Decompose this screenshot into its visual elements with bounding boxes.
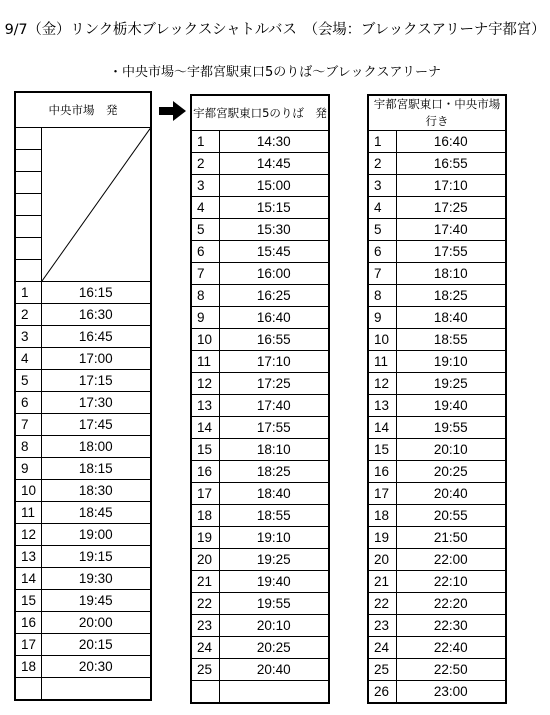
table-row bbox=[15, 304, 151, 326]
departure-time: 20:15 bbox=[41, 634, 151, 656]
departure-time: 17:10 bbox=[396, 175, 506, 197]
trip-number: 16 bbox=[15, 612, 41, 634]
trip-number: 25 bbox=[368, 659, 396, 681]
departure-time: 19:10 bbox=[219, 527, 329, 549]
diagonal-line bbox=[42, 128, 151, 281]
trip-number: 22 bbox=[191, 593, 219, 615]
table-row bbox=[368, 263, 506, 285]
table-row bbox=[191, 571, 329, 593]
departure-time: 16:00 bbox=[219, 263, 329, 285]
departure-time: 17:40 bbox=[219, 395, 329, 417]
table-row bbox=[15, 282, 151, 304]
trip-number: 9 bbox=[368, 307, 396, 329]
table-row bbox=[368, 439, 506, 461]
departure-time: 18:25 bbox=[219, 461, 329, 483]
blank-cell bbox=[15, 238, 41, 260]
table-row bbox=[191, 615, 329, 637]
blank-row bbox=[191, 681, 329, 704]
table-row bbox=[368, 637, 506, 659]
table-row bbox=[15, 612, 151, 634]
table-row bbox=[368, 505, 506, 527]
table-row bbox=[191, 307, 329, 329]
trip-number: 12 bbox=[191, 373, 219, 395]
departure-time: 17:30 bbox=[41, 392, 151, 414]
table-row bbox=[191, 351, 329, 373]
departure-time: 17:10 bbox=[219, 351, 329, 373]
blank-cell bbox=[219, 681, 329, 704]
trip-number: 16 bbox=[368, 461, 396, 483]
timetable-utsunomiya-east bbox=[190, 94, 330, 704]
departure-time: 21:50 bbox=[396, 527, 506, 549]
departure-time: 18:55 bbox=[219, 505, 329, 527]
blank-cell bbox=[15, 194, 41, 216]
departure-time: 18:40 bbox=[396, 307, 506, 329]
table-header-return-line1: 宇都宮駅東口・中央市場 bbox=[373, 97, 501, 111]
trip-number: 17 bbox=[191, 483, 219, 505]
table-row bbox=[368, 241, 506, 263]
blank-cell bbox=[15, 260, 41, 282]
table-header-utsunomiya-east: 宇都宮駅東口5のりば 発 bbox=[191, 95, 329, 131]
trip-number: 2 bbox=[368, 153, 396, 175]
departure-time: 14:30 bbox=[219, 131, 329, 153]
trip-number: 23 bbox=[368, 615, 396, 637]
trip-number: 15 bbox=[191, 439, 219, 461]
trip-number: 24 bbox=[191, 637, 219, 659]
table-row bbox=[191, 439, 329, 461]
trip-number: 4 bbox=[191, 197, 219, 219]
trip-number: 2 bbox=[191, 153, 219, 175]
blank-cell bbox=[41, 678, 151, 701]
table-row bbox=[368, 549, 506, 571]
table-row bbox=[368, 483, 506, 505]
table-row bbox=[368, 175, 506, 197]
trip-number: 12 bbox=[368, 373, 396, 395]
trip-number: 7 bbox=[15, 414, 41, 436]
departure-time: 19:25 bbox=[396, 373, 506, 395]
table-row bbox=[15, 502, 151, 524]
trip-number: 22 bbox=[368, 593, 396, 615]
departure-time: 18:10 bbox=[219, 439, 329, 461]
trip-number: 18 bbox=[368, 505, 396, 527]
departure-time: 17:55 bbox=[219, 417, 329, 439]
trip-number: 2 bbox=[15, 304, 41, 326]
table-row bbox=[15, 480, 151, 502]
table-row bbox=[191, 395, 329, 417]
departure-time: 22:40 bbox=[396, 637, 506, 659]
trip-number: 3 bbox=[15, 326, 41, 348]
blank-row bbox=[15, 678, 151, 701]
departure-time: 18:25 bbox=[396, 285, 506, 307]
departure-time: 17:40 bbox=[396, 219, 506, 241]
departure-time: 16:30 bbox=[41, 304, 151, 326]
table-row bbox=[15, 436, 151, 458]
departure-time: 16:15 bbox=[41, 282, 151, 304]
blank-cell bbox=[15, 678, 41, 701]
table-row bbox=[368, 417, 506, 439]
blank-cell bbox=[15, 150, 41, 172]
trip-number: 20 bbox=[191, 549, 219, 571]
trip-number: 5 bbox=[191, 219, 219, 241]
trip-number: 19 bbox=[368, 527, 396, 549]
trip-number: 17 bbox=[368, 483, 396, 505]
departure-time: 16:40 bbox=[396, 131, 506, 153]
trip-number: 11 bbox=[191, 351, 219, 373]
trip-number: 13 bbox=[191, 395, 219, 417]
trip-number: 6 bbox=[15, 392, 41, 414]
departure-time: 19:40 bbox=[219, 571, 329, 593]
departure-time: 22:50 bbox=[396, 659, 506, 681]
table-header-return-line2: 行き bbox=[425, 114, 449, 128]
trip-number: 7 bbox=[368, 263, 396, 285]
departure-time: 19:30 bbox=[41, 568, 151, 590]
departure-time: 20:25 bbox=[396, 461, 506, 483]
departure-time: 15:15 bbox=[219, 197, 329, 219]
table-row bbox=[191, 153, 329, 175]
table-row bbox=[191, 373, 329, 395]
departure-time: 14:45 bbox=[219, 153, 329, 175]
departure-time: 19:45 bbox=[41, 590, 151, 612]
table-row bbox=[191, 505, 329, 527]
table-row bbox=[191, 263, 329, 285]
table-row bbox=[191, 417, 329, 439]
route-subtitle: ・中央市場～宇都宮駅東口5のりば～ブレックスアリーナ bbox=[109, 65, 441, 80]
right-arrow-icon bbox=[159, 101, 186, 121]
departure-time: 23:00 bbox=[396, 681, 506, 704]
trip-number: 10 bbox=[368, 329, 396, 351]
trip-number: 4 bbox=[368, 197, 396, 219]
table-row bbox=[368, 395, 506, 417]
departure-time: 22:30 bbox=[396, 615, 506, 637]
trip-number: 15 bbox=[15, 590, 41, 612]
table-row bbox=[191, 131, 329, 153]
table-row bbox=[368, 219, 506, 241]
blank-cell bbox=[15, 172, 41, 194]
departure-time: 19:15 bbox=[41, 546, 151, 568]
departure-time: 20:10 bbox=[396, 439, 506, 461]
departure-time: 15:45 bbox=[219, 241, 329, 263]
table-row bbox=[368, 285, 506, 307]
table-row bbox=[368, 351, 506, 373]
table-row bbox=[15, 326, 151, 348]
table-row bbox=[368, 681, 506, 704]
table-row bbox=[15, 656, 151, 678]
table-row bbox=[191, 285, 329, 307]
trip-number: 26 bbox=[368, 681, 396, 704]
blank-cell bbox=[191, 681, 219, 704]
trip-number: 16 bbox=[191, 461, 219, 483]
trip-number: 24 bbox=[368, 637, 396, 659]
departure-time: 18:55 bbox=[396, 329, 506, 351]
departure-time: 17:00 bbox=[41, 348, 151, 370]
trip-number: 5 bbox=[15, 370, 41, 392]
trip-number: 14 bbox=[368, 417, 396, 439]
trip-number: 23 bbox=[191, 615, 219, 637]
diagonal-no-service-cell bbox=[41, 128, 151, 282]
table-row bbox=[368, 593, 506, 615]
trip-number: 1 bbox=[191, 131, 219, 153]
trip-number: 3 bbox=[368, 175, 396, 197]
blank-cell bbox=[15, 216, 41, 238]
departure-time: 18:30 bbox=[41, 480, 151, 502]
trip-number: 13 bbox=[368, 395, 396, 417]
departure-time: 20:55 bbox=[396, 505, 506, 527]
table-row bbox=[368, 461, 506, 483]
table-row bbox=[368, 527, 506, 549]
trip-number: 18 bbox=[191, 505, 219, 527]
departure-time: 15:00 bbox=[219, 175, 329, 197]
trip-number: 6 bbox=[191, 241, 219, 263]
departure-time: 22:20 bbox=[396, 593, 506, 615]
departure-time: 19:10 bbox=[396, 351, 506, 373]
departure-time: 19:55 bbox=[219, 593, 329, 615]
table-row bbox=[191, 461, 329, 483]
departure-time: 16:40 bbox=[219, 307, 329, 329]
table-row bbox=[191, 241, 329, 263]
departure-time: 22:00 bbox=[396, 549, 506, 571]
trip-number: 8 bbox=[15, 436, 41, 458]
departure-time: 18:45 bbox=[41, 502, 151, 524]
table-row bbox=[15, 568, 151, 590]
departure-time: 19:25 bbox=[219, 549, 329, 571]
table-row bbox=[15, 546, 151, 568]
table-row bbox=[368, 615, 506, 637]
trip-number: 4 bbox=[15, 348, 41, 370]
table-row bbox=[191, 593, 329, 615]
table-row bbox=[191, 527, 329, 549]
table-row bbox=[15, 590, 151, 612]
departure-time: 16:55 bbox=[396, 153, 506, 175]
departure-time: 18:10 bbox=[396, 263, 506, 285]
table-row bbox=[191, 659, 329, 681]
trip-number: 15 bbox=[368, 439, 396, 461]
departure-time: 17:15 bbox=[41, 370, 151, 392]
trip-number: 14 bbox=[191, 417, 219, 439]
trip-number: 8 bbox=[368, 285, 396, 307]
table-row bbox=[15, 524, 151, 546]
trip-number: 5 bbox=[368, 219, 396, 241]
departure-time: 17:45 bbox=[41, 414, 151, 436]
trip-number: 8 bbox=[191, 285, 219, 307]
trip-number: 18 bbox=[15, 656, 41, 678]
trip-number: 1 bbox=[15, 282, 41, 304]
table-row bbox=[15, 348, 151, 370]
page-title: 9/7（金）リンク栃木ブレックスシャトルバス （会場：ブレックスアリーナ宇都宮） bbox=[4, 22, 546, 38]
trip-number: 17 bbox=[15, 634, 41, 656]
table-row bbox=[368, 373, 506, 395]
table-header-central-market: 中央市場 発 bbox=[15, 92, 151, 128]
table-row bbox=[15, 392, 151, 414]
departure-time: 16:25 bbox=[219, 285, 329, 307]
departure-time: 19:00 bbox=[41, 524, 151, 546]
timetable-central-market bbox=[14, 91, 152, 701]
departure-time: 19:40 bbox=[396, 395, 506, 417]
timetable-return bbox=[367, 94, 507, 704]
departure-time: 17:25 bbox=[396, 197, 506, 219]
table-row bbox=[191, 175, 329, 197]
table-row bbox=[368, 329, 506, 351]
departure-time: 15:30 bbox=[219, 219, 329, 241]
departure-time: 20:40 bbox=[219, 659, 329, 681]
departure-time: 20:30 bbox=[41, 656, 151, 678]
blank-row bbox=[15, 128, 151, 150]
trip-number: 1 bbox=[368, 131, 396, 153]
table-row bbox=[368, 197, 506, 219]
trip-number: 21 bbox=[191, 571, 219, 593]
departure-time: 20:10 bbox=[219, 615, 329, 637]
trip-number: 11 bbox=[368, 351, 396, 373]
table-row bbox=[15, 370, 151, 392]
departure-time: 17:25 bbox=[219, 373, 329, 395]
table-row bbox=[368, 131, 506, 153]
table-row bbox=[191, 483, 329, 505]
table-header-return bbox=[368, 95, 506, 131]
trip-number: 25 bbox=[191, 659, 219, 681]
trip-number: 21 bbox=[368, 571, 396, 593]
table-row bbox=[15, 634, 151, 656]
trip-number: 12 bbox=[15, 524, 41, 546]
departure-time: 20:40 bbox=[396, 483, 506, 505]
departure-time: 20:25 bbox=[219, 637, 329, 659]
trip-number: 3 bbox=[191, 175, 219, 197]
departure-time: 16:45 bbox=[41, 326, 151, 348]
trip-number: 11 bbox=[15, 502, 41, 524]
trip-number: 9 bbox=[15, 458, 41, 480]
table-row bbox=[368, 153, 506, 175]
trip-number: 7 bbox=[191, 263, 219, 285]
table-row bbox=[191, 197, 329, 219]
departure-time: 22:10 bbox=[396, 571, 506, 593]
table-row bbox=[191, 549, 329, 571]
trip-number: 14 bbox=[15, 568, 41, 590]
departure-time: 19:55 bbox=[396, 417, 506, 439]
trip-number: 10 bbox=[15, 480, 41, 502]
table-row bbox=[368, 659, 506, 681]
departure-time: 17:55 bbox=[396, 241, 506, 263]
departure-time: 16:55 bbox=[219, 329, 329, 351]
table-row bbox=[15, 458, 151, 480]
trip-number: 9 bbox=[191, 307, 219, 329]
departure-time: 18:15 bbox=[41, 458, 151, 480]
trip-number: 13 bbox=[15, 546, 41, 568]
table-row bbox=[368, 571, 506, 593]
table-row bbox=[191, 219, 329, 241]
trip-number: 6 bbox=[368, 241, 396, 263]
trip-number: 20 bbox=[368, 549, 396, 571]
table-row bbox=[191, 329, 329, 351]
departure-time: 18:00 bbox=[41, 436, 151, 458]
blank-cell bbox=[15, 128, 41, 150]
table-row bbox=[368, 307, 506, 329]
departure-time: 18:40 bbox=[219, 483, 329, 505]
departure-time: 20:00 bbox=[41, 612, 151, 634]
table-row bbox=[15, 414, 151, 436]
trip-number: 19 bbox=[191, 527, 219, 549]
trip-number: 10 bbox=[191, 329, 219, 351]
table-row bbox=[191, 637, 329, 659]
